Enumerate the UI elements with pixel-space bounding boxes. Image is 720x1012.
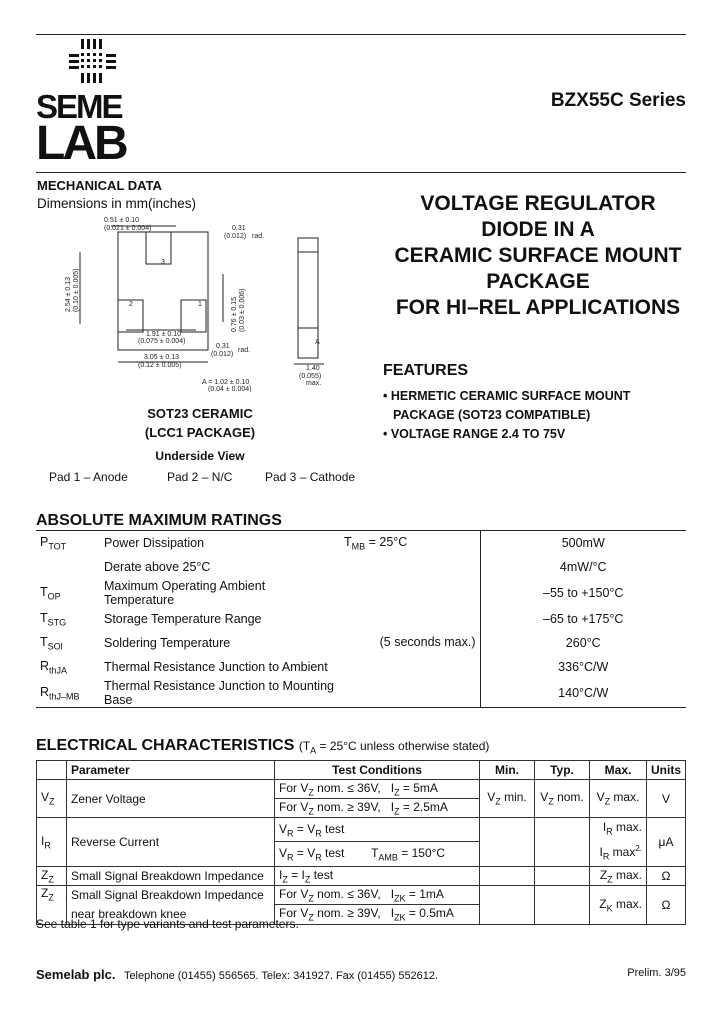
amr-condition <box>340 679 480 708</box>
features-title: FEATURES <box>383 362 469 379</box>
amr-symbol: $T_{STG}$ <box>40 610 67 628</box>
amr-symbol: $T_{SOl}$ <box>40 634 63 652</box>
feature-1: • HERMETIC CERAMIC SURFACE MOUNT <box>383 389 631 403</box>
series-title: BZX55C Series <box>550 90 686 111</box>
table-row <box>36 531 686 556</box>
dim-2: 0.31 <box>232 225 246 232</box>
amr-value: 140°C/W <box>480 679 686 708</box>
dim-7: 3.05 ± 0.13 <box>144 354 179 361</box>
ec-test: For $V_Z$ nom. ≥ 39V, $I_Z = 2.5mA$ <box>275 799 480 818</box>
ec-typ: $V_Z$ nom. <box>535 780 590 818</box>
amr-value: 336°C/W <box>480 655 686 679</box>
dim-5-in: (0.075 ± 0.004) <box>138 338 186 345</box>
amr-symbol: $T_{OP}$ <box>40 584 61 602</box>
title-line-3: CERAMIC SURFACE MOUNT <box>394 244 682 267</box>
underside-view-label: Underside View <box>155 449 245 463</box>
features-list <box>383 387 630 444</box>
ec-unit: Ω <box>647 885 686 924</box>
amr-description: Derate above 25°C <box>104 560 211 574</box>
amr-condition: $T_{MB} = 25^\circ C$ <box>344 534 408 552</box>
product-title <box>370 191 706 321</box>
ec-sym: $Z_Z$ <box>37 885 67 924</box>
table-row <box>37 780 686 799</box>
table-row <box>37 866 686 885</box>
ec-test: For $V_Z$ nom. ≤ 36V, $I_Z = 5mA$ <box>275 780 480 799</box>
ec-param: Small Signal Breakdown Impedance near breakdown knee <box>67 885 275 924</box>
amr-description: Storage Temperature Range <box>104 612 262 626</box>
feature-1-cont: PACKAGE (SOT23 COMPATIBLE) <box>393 408 591 422</box>
amr-condition <box>340 579 480 607</box>
ec-test: $V_R = V_R$ test <box>275 818 480 842</box>
amr-symbol: $R_{thJ-MB}$ <box>40 684 80 702</box>
amr-condition <box>340 555 480 579</box>
logo-grid-icon <box>36 38 158 90</box>
header-rule <box>36 172 686 173</box>
ec-test: $I_Z = I_Z$ test <box>275 866 480 885</box>
ec-test: For $V_Z$ nom. ≥ 39V, $I_{ZK} = 0.5mA$ <box>275 905 480 925</box>
dim-9-in: (0.04 ± 0.004) <box>208 386 252 392</box>
dim-7-in: (0.12 ± 0.005) <box>138 362 182 369</box>
ec-col-units: Units <box>647 761 686 780</box>
ec-typ <box>535 885 590 924</box>
dim-2-rad: rad. <box>252 233 265 240</box>
package-diagram <box>56 212 356 392</box>
amr-condition <box>340 607 480 631</box>
pad-3 <box>146 232 171 264</box>
pad-1 <box>181 300 206 332</box>
ec-note <box>298 739 490 756</box>
dim-8-max: max. <box>306 380 322 387</box>
table-row <box>36 679 686 708</box>
ec-sym: $I_R$ <box>37 818 67 867</box>
ec-note-post: = 25°C unless otherwise stated) <box>316 739 490 753</box>
logo-seme: SEME <box>36 88 122 125</box>
title-line-2: DIODE IN A <box>481 218 595 241</box>
title-line-1: VOLTAGE REGULATOR <box>420 192 656 215</box>
package-line2: (LCC1 PACKAGE) <box>144 425 256 440</box>
title-line-4: PACKAGE <box>486 270 590 293</box>
dim-6: 0.31 <box>216 343 230 350</box>
dim-8: 1.40 <box>306 365 320 372</box>
amr-description: Soldering Temperature <box>104 636 231 650</box>
footer-prelim: Prelim. 3/95 <box>627 967 686 979</box>
dim-1-in: (0.021 ± 0.004) <box>104 225 152 232</box>
ec-footnote: See table 1 for type variants and test parameters. <box>36 917 299 931</box>
ec-param: Zener Voltage <box>67 780 275 818</box>
ec-col-typ: Typ. <box>535 761 590 780</box>
amr-description: Thermal Resistance Junction to Ambient <box>104 660 328 674</box>
dim-6-in: (0.012) <box>211 351 234 358</box>
dim-3: 2.54 ± 0.13 <box>65 277 72 312</box>
dim-3-in: (0.10 ± 0.005) <box>73 268 80 312</box>
ec-note-pre: (T <box>298 739 311 753</box>
ec-max: $Z_Z$ max. <box>590 866 647 885</box>
ec-max: $V_Z$ max. <box>590 780 647 818</box>
ec-typ <box>535 866 590 885</box>
table-row <box>36 579 686 607</box>
ec-col-test: Test Conditions <box>275 761 480 780</box>
amr-symbol: $P_{TOT}$ <box>40 534 67 552</box>
ec-min <box>480 885 535 924</box>
amr-description: Power Dissipation <box>104 536 205 550</box>
pad-3-desc: Pad 3 – Cathode <box>265 470 356 484</box>
table-row <box>37 885 686 905</box>
dim-4: 0.76 ± 0.15 <box>231 297 238 332</box>
footer <box>36 966 438 984</box>
amr-description: Thermal Resistance Junction to Mounting Base <box>104 679 334 707</box>
mechanical-title: MECHANICAL DATA <box>37 178 162 193</box>
table-row <box>36 555 686 579</box>
title-line-5: FOR HI–REL APPLICATIONS <box>395 296 681 319</box>
pad-3-label: 3 <box>161 259 165 266</box>
package-name <box>110 404 290 442</box>
table-row <box>36 631 686 655</box>
amr-symbol <box>36 555 100 579</box>
dim-2-in: (0.012) <box>224 233 247 240</box>
mechanical-subtitle: Dimensions in mm(inches) <box>37 196 197 211</box>
amr-value: –65 to +175°C <box>480 607 686 631</box>
dim-1: 0.51 ± 0.10 <box>104 217 139 224</box>
ec-min <box>480 818 535 867</box>
feature-2: • VOLTAGE RANGE 2.4 TO 75V <box>383 427 566 441</box>
ec-typ <box>535 818 590 867</box>
ec-max: $I_R$ max. $I_R$ $\max^{2.}$ <box>590 818 647 867</box>
pad-2-desc: Pad 2 – N/C <box>167 470 233 484</box>
table-row <box>36 607 686 631</box>
amr-condition: (5 seconds max.) <box>379 634 476 649</box>
dim-8-in: (0.055) <box>299 373 322 380</box>
amr-value: –55 to +150°C <box>480 579 686 607</box>
ec-table <box>36 760 686 925</box>
ec-header <box>36 737 489 755</box>
ec-unit: V <box>647 780 686 818</box>
ec-sym: $Z_Z$ <box>37 866 67 885</box>
dim-9: A = 1.02 ± 0.10 <box>202 379 250 386</box>
semelab-logo <box>36 38 158 170</box>
pad-1-desc: Pad 1 – Anode <box>49 470 128 484</box>
top-rule <box>36 34 686 35</box>
dim-5: 1.91 ± 0.10 <box>146 331 181 338</box>
ec-title: ELECTRICAL CHARACTERISTICS <box>36 737 295 754</box>
ec-unit: μA <box>647 818 686 867</box>
footer-contact: Telephone (01455) 556565. Telex: 341927. Fax (01455) 552612. <box>123 970 439 982</box>
ec-unit: Ω <box>647 866 686 885</box>
ec-param: Small Signal Breakdown Impedance <box>67 866 275 885</box>
ec-param: Reverse Current <box>67 818 275 867</box>
amr-value: 500mW <box>480 531 686 556</box>
amr-symbol: $R_{thJA}$ <box>40 658 68 676</box>
side-a-label: A <box>315 339 320 346</box>
footer-company: Semelab plc. <box>36 967 116 982</box>
dim-6-rad: rad. <box>238 347 251 354</box>
table-row <box>37 818 686 842</box>
ec-min <box>480 866 535 885</box>
amr-value: 260°C <box>480 631 686 655</box>
ec-col-max: Max. <box>590 761 647 780</box>
amr-condition <box>340 655 480 679</box>
amr-table <box>36 530 686 708</box>
amr-value: 4mW/°C <box>480 555 686 579</box>
logo-lab: LAB <box>36 117 126 170</box>
ec-test: For $V_Z$ nom. ≤ 36V, $I_{ZK} = 1mA$ <box>275 885 480 905</box>
ec-note-sub: A <box>310 745 317 756</box>
ec-max: $Z_K$ max. <box>590 885 647 924</box>
dim-4-in: (0.03 ± 0.006) <box>239 288 246 332</box>
ec-test: $V_R = V_R$ test $T_{AMB} = 150^\circ C$ <box>275 842 480 866</box>
ec-min: $V_Z$ min. <box>480 780 535 818</box>
ec-col-parameter: Parameter <box>67 761 275 780</box>
pad-1-label: 1 <box>198 301 202 308</box>
ec-col-sym <box>37 761 67 780</box>
ec-sym: $V_Z$ <box>37 780 67 818</box>
table-row <box>36 655 686 679</box>
package-line1: SOT23 CERAMIC <box>147 406 253 421</box>
amr-title: ABSOLUTE MAXIMUM RATINGS <box>36 512 282 529</box>
pad-2-label: 2 <box>129 301 133 308</box>
ec-col-min: Min. <box>480 761 535 780</box>
ec-header-row <box>37 761 686 780</box>
amr-description: Maximum Operating Ambient Temperature <box>104 579 266 607</box>
